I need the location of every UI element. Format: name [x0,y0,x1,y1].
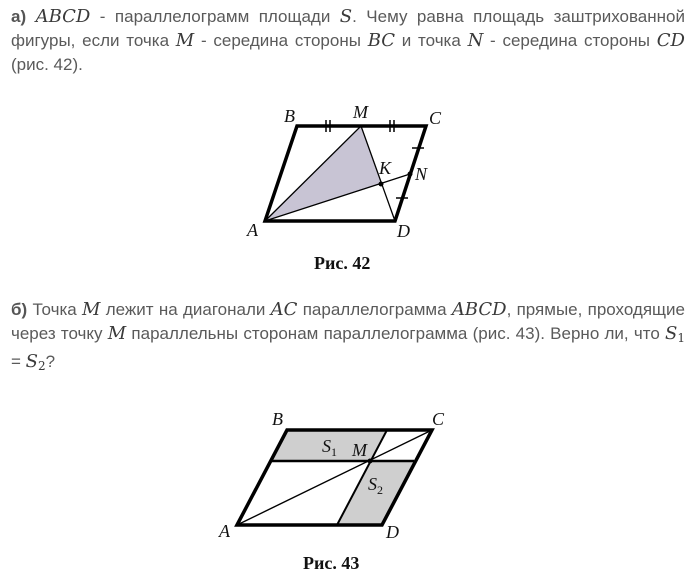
text-segment: Точка [27,300,82,319]
label-point-m: M [352,440,367,460]
label-point-m: M [353,102,368,122]
figure-43 [218,409,445,573]
text-segment: ? [45,352,56,371]
math-ac: AC [270,299,298,320]
label-point-a: A [247,220,258,240]
part-a-label: а) [11,7,27,26]
text-segment: - середина стороны [194,31,368,50]
text-segment: - параллелограмм площади [90,7,340,26]
math-s1: $S_1$ [665,323,685,345]
part-b-label: б) [11,300,28,319]
figure-42 [246,102,442,273]
label-point-b: B [284,106,295,126]
label-point-d: D [386,522,399,542]
math-s2: $S_2$ [25,351,46,373]
text-segment: лежит на диагонали [100,300,271,319]
label-region-s2: $S_2$ [368,474,383,497]
label-point-k: K [379,158,392,178]
text-segment: и точка [395,31,468,50]
label-region-s1: $S_1$ [322,436,337,459]
math-s: S [339,6,353,27]
label-point-b: B [272,409,283,429]
point-m [368,459,373,464]
math-bc: BC [367,30,396,51]
text-segment: - середина стороны [483,31,657,50]
math-cd: CD [656,30,685,51]
point-k [379,182,384,187]
text-segment: . Чему равна площадь заштрихованной фигуры, если точка [11,7,685,50]
math-abcd: ABCD [35,6,91,27]
label-point-d: D [397,221,410,241]
text-segment: параллельны сторонам параллелограмма (рис. 43). Верно ли, что [126,324,666,343]
caption-fig-43: Рис. 43 [303,553,360,573]
label-point-c: C [432,409,445,429]
text-segment: (рис. 42). [11,55,83,74]
label-point-a: A [219,521,230,541]
math-m: M [175,30,195,51]
math-n: N [467,30,484,51]
label-point-n: N [415,164,428,184]
text-segment: , прямые, проходящие через точку [11,300,685,343]
caption-fig-42: Рис. 42 [314,253,371,273]
math-abcd: ABCD [451,299,507,320]
text-segment: параллелограмма [297,300,452,319]
math-m: M [82,299,101,320]
point-n [408,172,413,177]
text-segment: = [11,352,26,371]
label-point-c: C [429,108,442,128]
math-m: M [107,323,127,344]
